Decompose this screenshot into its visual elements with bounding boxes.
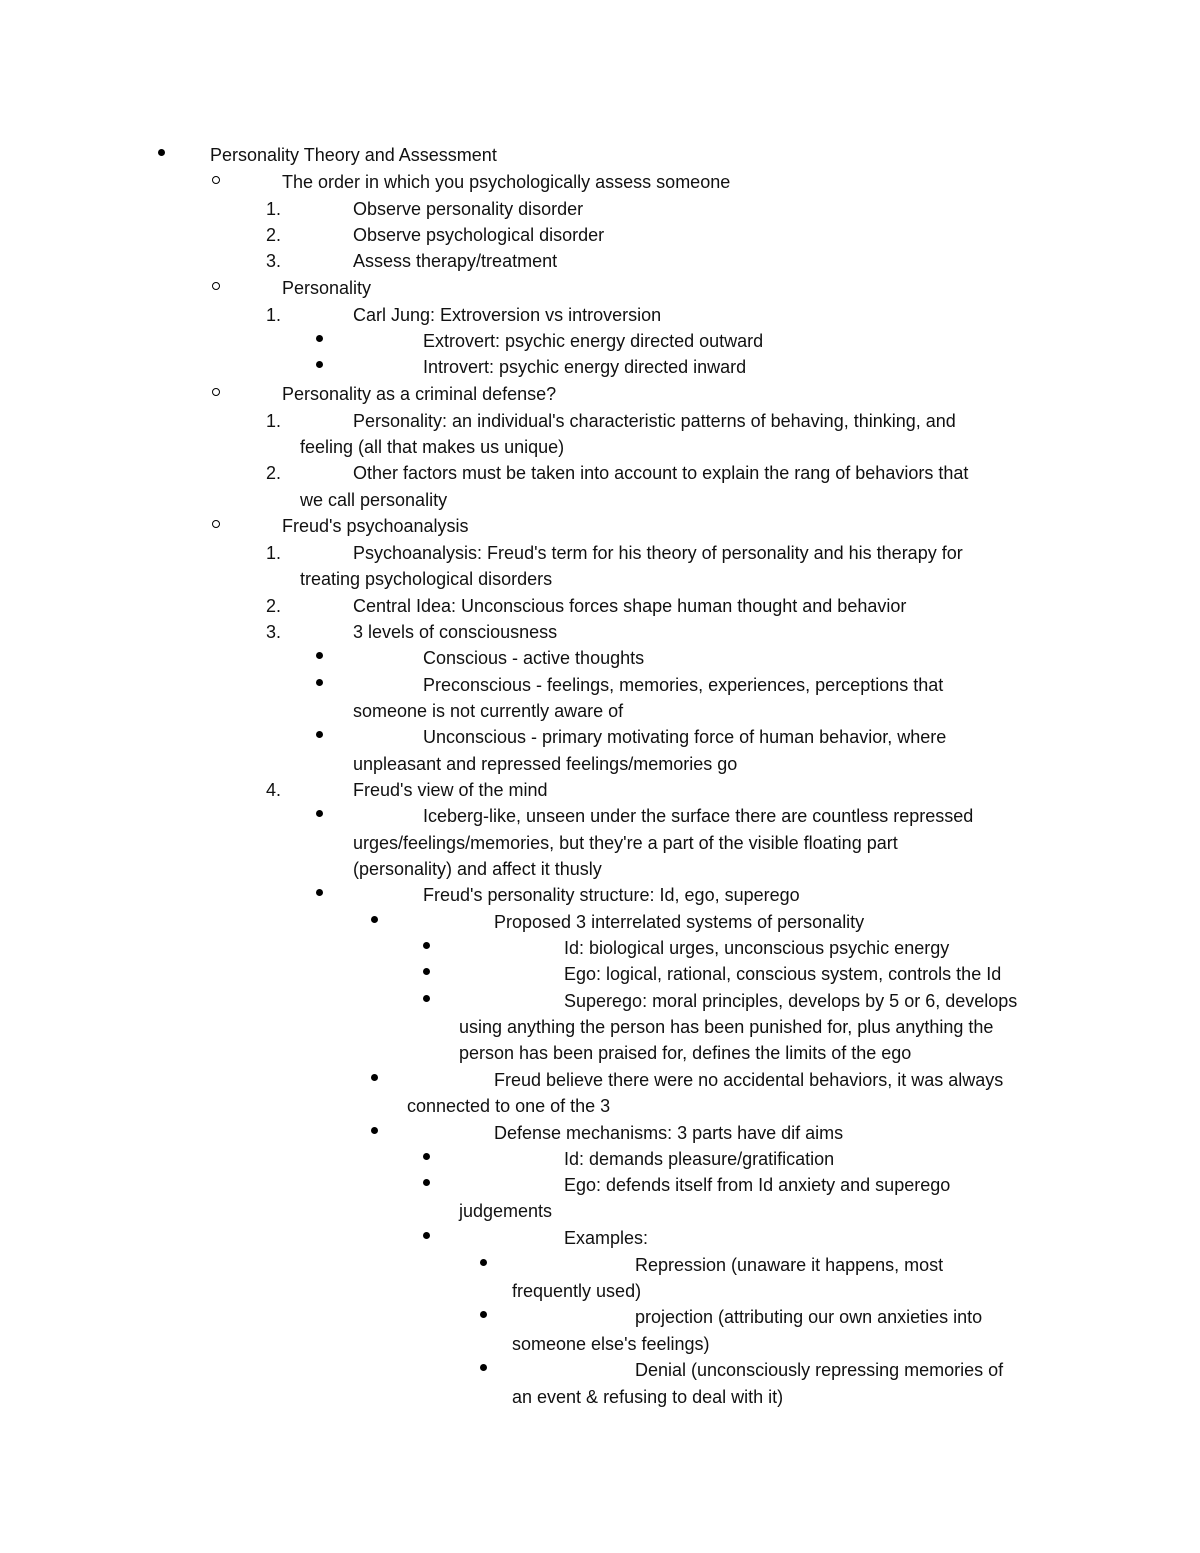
list-item-text: Preconscious - feelings, memories, experiences, perceptions that	[423, 675, 944, 695]
list-item-continuation	[0, 1093, 1200, 1119]
list-item-text: Central Idea: Unconscious forces shape human thought and behavior	[353, 596, 907, 616]
list-item-text: Extrovert: psychic energy directed outward	[423, 331, 764, 351]
list-item-text: Defense mechanisms: 3 parts have dif aims	[494, 1123, 844, 1143]
list-item-text: Proposed 3 interrelated systems of personality	[494, 912, 865, 932]
list-item-continuation	[0, 434, 1200, 460]
bullet-icon	[316, 335, 323, 342]
list-number: 2.	[265, 225, 281, 245]
list-item-text: Id: biological urges, unconscious psychic energy	[564, 938, 950, 958]
bullet-icon	[371, 1074, 378, 1081]
list-item-continuation	[0, 751, 1200, 777]
list-item-text: feeling (all that makes us unique)	[300, 437, 565, 457]
bullet-icon	[423, 1153, 430, 1160]
freud-heading: Freud's psychoanalysis	[282, 516, 469, 536]
list-item-text: Personality: an individual's characteristic patterns of behaving, thinking, and	[353, 411, 956, 431]
outline-item-assess-order	[0, 169, 1200, 195]
list-item-text: Freud's view of the mind	[353, 780, 548, 800]
list-item-text: Carl Jung: Extroversion vs introversion	[353, 305, 662, 325]
list-item-text: Examples:	[564, 1228, 649, 1248]
list-item	[0, 1304, 1200, 1330]
list-item	[0, 803, 1200, 829]
list-item	[0, 222, 1200, 248]
bullet-icon	[423, 1179, 430, 1186]
list-item-continuation	[0, 1384, 1200, 1410]
list-item	[0, 196, 1200, 222]
list-item	[0, 408, 1200, 434]
outline-item-defense	[0, 381, 1200, 407]
bullet-icon	[316, 889, 323, 896]
list-item-text: Freud's personality structure: Id, ego, superego	[423, 885, 800, 905]
list-number: 4.	[265, 780, 281, 800]
list-item	[0, 1120, 1200, 1146]
list-item-text: urges/feelings/memories, but they're a part of the visible floating part	[353, 833, 898, 853]
list-item-text: Iceberg-like, unseen under the surface there are countless repressed	[423, 806, 974, 826]
defense-heading: Personality as a criminal defense?	[282, 384, 557, 404]
list-item	[0, 1357, 1200, 1383]
bullet-icon	[480, 1259, 487, 1266]
assess-order-heading: The order in which you psychologically assess someone	[282, 172, 731, 192]
list-item-text: frequently used)	[512, 1281, 642, 1301]
bullet-icon	[423, 1232, 430, 1239]
list-item-text: Ego: logical, rational, conscious system, controls the Id	[564, 964, 1002, 984]
list-item-text: someone is not currently aware of	[353, 701, 624, 721]
outline-item-freud	[0, 513, 1200, 539]
list-item	[0, 619, 1200, 645]
hollow-bullet-icon	[212, 520, 220, 528]
list-item	[0, 593, 1200, 619]
list-item-text: Unconscious - primary motivating force of human behavior, where	[423, 727, 947, 747]
bullet-icon	[371, 916, 378, 923]
list-item-text: judgements	[459, 1201, 553, 1221]
list-item	[0, 935, 1200, 961]
list-item-text: Introvert: psychic energy directed inward	[423, 357, 747, 377]
list-number: 1.	[265, 199, 281, 219]
list-item-continuation	[0, 487, 1200, 513]
list-item	[0, 909, 1200, 935]
list-item-text: an event & refusing to deal with it)	[512, 1387, 784, 1407]
list-item-text: Psychoanalysis: Freud's term for his theory of personality and his therapy for	[353, 543, 963, 563]
list-item	[0, 1146, 1200, 1172]
bullet-icon	[371, 1127, 378, 1134]
bullet-icon	[423, 942, 430, 949]
list-item	[0, 354, 1200, 380]
bullet-icon	[316, 731, 323, 738]
list-item	[0, 882, 1200, 908]
bullet-icon	[316, 361, 323, 368]
list-item	[0, 1225, 1200, 1251]
hollow-bullet-icon	[212, 388, 220, 396]
list-item	[0, 302, 1200, 328]
list-number: 2.	[265, 463, 281, 483]
list-number: 1.	[265, 305, 281, 325]
list-item	[0, 961, 1200, 987]
list-number: 2.	[265, 596, 281, 616]
bullet-icon	[316, 679, 323, 686]
list-number: 1.	[265, 411, 281, 431]
hollow-bullet-icon	[212, 176, 220, 184]
list-item-continuation	[0, 698, 1200, 724]
list-item	[0, 540, 1200, 566]
list-item-continuation	[0, 856, 1200, 882]
outline-item-personality	[0, 275, 1200, 301]
list-item-text: using anything the person has been punished for, plus anything the	[459, 1017, 994, 1037]
list-item-text: we call personality	[300, 490, 448, 510]
list-item-text: (personality) and affect it thusly	[353, 859, 602, 879]
list-item-text: Freud believe there were no accidental behaviors, it was always	[494, 1070, 1004, 1090]
bullet-icon	[480, 1364, 487, 1371]
list-item-text: Repression (unaware it happens, most	[635, 1255, 944, 1275]
list-item-text: Conscious - active thoughts	[423, 648, 645, 668]
list-item-text: Id: demands pleasure/gratification	[564, 1149, 835, 1169]
list-item	[0, 1067, 1200, 1093]
list-item	[0, 988, 1200, 1014]
list-item-continuation	[0, 1014, 1200, 1040]
list-item-text: Observe personality disorder	[353, 199, 584, 219]
bullet-icon	[480, 1311, 487, 1318]
list-item-text: Observe psychological disorder	[353, 225, 605, 245]
list-item-continuation	[0, 830, 1200, 856]
list-item	[0, 248, 1200, 274]
list-item	[0, 460, 1200, 486]
list-item	[0, 777, 1200, 803]
bullet-icon	[316, 652, 323, 659]
personality-heading: Personality	[282, 278, 372, 298]
list-item	[0, 672, 1200, 698]
list-item-text: someone else's feelings)	[512, 1334, 710, 1354]
list-item-text: treating psychological disorders	[300, 569, 553, 589]
list-item-text: Ego: defends itself from Id anxiety and superego	[564, 1175, 951, 1195]
bullet-icon	[316, 810, 323, 817]
list-item	[0, 724, 1200, 750]
bullet-icon	[423, 995, 430, 1002]
list-item-text: Superego: moral principles, develops by 5 or 6, develops	[564, 991, 1018, 1011]
list-item-continuation	[0, 1198, 1200, 1224]
bullet-icon	[158, 149, 165, 156]
list-item-continuation	[0, 566, 1200, 592]
list-item	[0, 328, 1200, 354]
list-item-text: 3 levels of consciousness	[353, 622, 558, 642]
list-item-text: Other factors must be taken into account to explain the rang of behaviors that	[353, 463, 969, 483]
hollow-bullet-icon	[212, 282, 220, 290]
list-item-text: connected to one of the 3	[407, 1096, 611, 1116]
outline-title: Personality Theory and Assessment	[210, 145, 497, 165]
list-item-continuation	[0, 1040, 1200, 1066]
list-item-text: Denial (unconsciously repressing memories of	[635, 1360, 1004, 1380]
bullet-icon	[423, 968, 430, 975]
list-number: 1.	[265, 543, 281, 563]
list-number: 3.	[265, 251, 281, 271]
list-item	[0, 1252, 1200, 1278]
list-item-text: projection (attributing our own anxieties into	[635, 1307, 983, 1327]
list-item	[0, 645, 1200, 671]
list-item-text: unpleasant and repressed feelings/memories go	[353, 754, 738, 774]
list-item-continuation	[0, 1331, 1200, 1357]
outline-item-title	[0, 142, 1200, 168]
list-item-text: person has been praised for, defines the limits of the ego	[459, 1043, 912, 1063]
list-item	[0, 1172, 1200, 1198]
list-item-text: Assess therapy/treatment	[353, 251, 558, 271]
list-number: 3.	[265, 622, 281, 642]
list-item-continuation	[0, 1278, 1200, 1304]
